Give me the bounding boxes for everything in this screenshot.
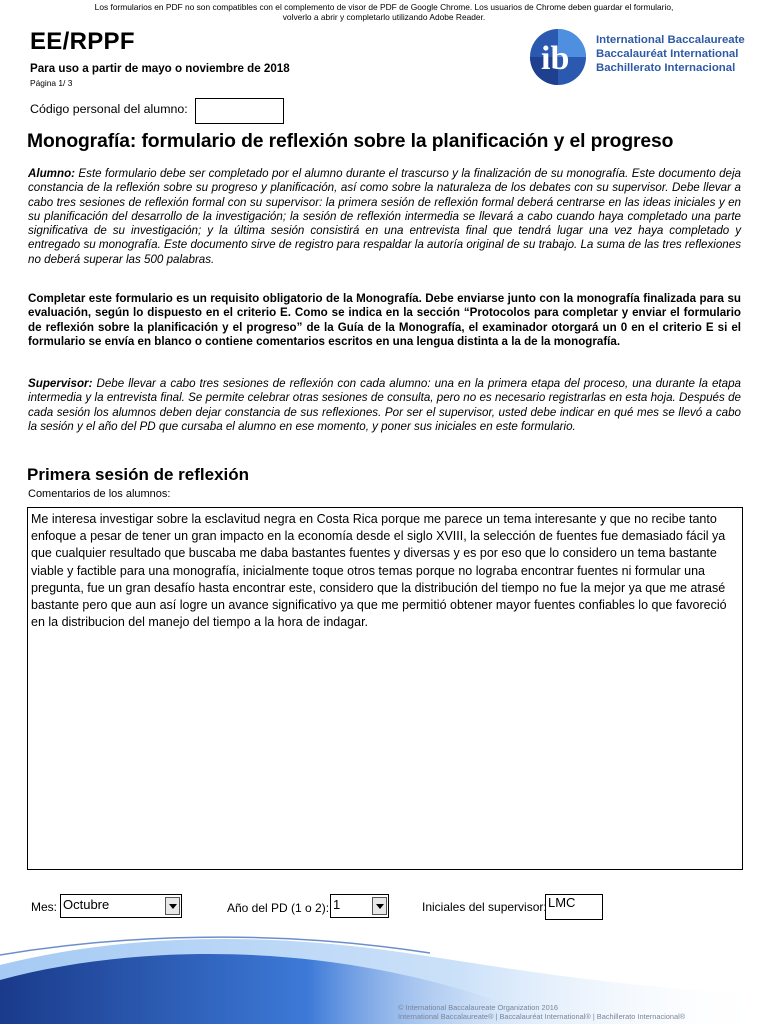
trademark-line: International Baccalaureate® | Baccalauréat International® | Bachillerato Internacional® [398, 1011, 686, 1021]
month-select[interactable] [60, 894, 182, 918]
page-number: Página 1/ 3 [30, 78, 73, 88]
comments-label: Comentarios de los alumnos: [28, 488, 171, 500]
chevron-down-icon[interactable] [372, 897, 387, 915]
student-instructions-text: Este formulario debe ser completado por el alumno durante el trascurso y la finalización de su monografía. Este documento deja constancia de la reflexión sobre su progreso y planificación, así como sobre la naturaleza de los debates con su supervisor. Debe llevar a cabo tres sesiones de reflexión formal con su supervisor: la primera sesión de reflexión formal deberá centrarse en las ideas iniciales y en su planificación del desarrollo de la investigación; la sesión de reflexión intermedia se llevará a cabo cuando haya completado una parte significativa de su investigación; y la última sesión consistirá en una entrevista final que tendrá lugar una vez haya completado y entregado su monografía. Este documento sirve de registro para respaldar la autoría original de su trabajo. La suma de las tres reflexiones no deberá superar las 500 palabras. [28, 167, 741, 266]
student-comments-field[interactable]: Me interesa investigar sobre la esclavitud negra en Costa Rica porque me parece un tema interesante y que no recibe tanto enfoque a pesar de tener un gran impacto en la economía desde el siglo XVIII, la selección de fuentes fue demasiado fácil ya que cualquier resultado que buscaba me daba bastantes fuentes y diversas y es por eso que lo considero un tema bastante viable y factible para una monografía, inicialmente toque otros temas porque no lograba encontrar fuentes ni formular una pregunta, fue un gran desafío hasta encontrar este, considero que la distribución del tiempo no fue la mejor ya que me atrasé bastante pero que aun así logre un avance significativo ya que me permitió obtener mayor fuentes confiables lo que favoreció en la distribucion del manejo del tiempo a la hora de indagar. [27, 507, 743, 870]
supervisor-lead: Supervisor: [28, 377, 93, 390]
chevron-down-icon[interactable] [165, 897, 180, 915]
student-code-label: Código personal del alumno: [30, 102, 188, 116]
copyright-line: © International Baccalaureate Organization 2016 [398, 1003, 558, 1012]
supervisor-instructions-text: Debe llevar a cabo tres sesiones de reflexión con cada alumno: una en la primera etapa del proceso, una durante la etapa intermedia y la entrevista final. Se permite celebrar otras sesiones de consulta, pero no es necesario registrarlas en esta hoja. Después de cada sesión los alumnos deben dejar constancia de sus reflexiones. Por ser el supervisor, usted debe indicar en qué mes se llevó a cabo la sesión y el año del PD que cursaba el alumno en ese momento, y poner sus iniciales en este formulario. [28, 377, 741, 433]
form-code: EE/RPPF [30, 28, 135, 55]
student-code-field[interactable] [195, 98, 284, 124]
ib-logo-icon [528, 26, 590, 88]
supervisor-initials-field[interactable]: LMC [545, 894, 603, 920]
year-value: 1 [333, 897, 341, 912]
year-select[interactable] [330, 894, 389, 918]
section-title: Primera sesión de reflexión [27, 465, 250, 484]
student-lead: Alumno: [28, 167, 76, 180]
ib-logo-text [596, 33, 745, 76]
logo-line-fr: Baccalauréat International [596, 48, 739, 61]
chrome-notice [0, 2, 768, 22]
page-title: Monografía: formulario de reflexión sobre la planificación y el progreso [27, 131, 674, 152]
supervisor-instructions [28, 377, 741, 434]
ib-logo-mark: ib [541, 40, 570, 77]
requirement-notice: Completar este formulario es un requisito obligatorio de la Monografía. Debe enviarse junto con la monografía finalizada para su evaluación, según lo dispuesto en el criterio E. Como se indica en la sección “Protocolos para completar y enviar el formulario de reflexión sobre la planificación y el progreso” de la Guía de la Monografía, el examinador otorgará un 0 en el criterio E si el formulario se envía en blanco o contiene comentarios escritos en una lengua distinta a la de la monografía. [28, 292, 741, 348]
month-label: Mes: [31, 900, 58, 914]
student-instructions [28, 167, 741, 267]
copyright-footer [398, 1004, 685, 1021]
logo-line-es: Bachillerato Internacional [596, 62, 736, 75]
chrome-notice-line-2: volverlo a abrir y completarlo utilizando Adobe Reader. [282, 12, 486, 22]
chrome-notice-line-1: Los formularios en PDF no son compatibles con el complemento de visor de PDF de Google Chrome. Los usuarios de Chrome deben guardar el formulario, [94, 2, 674, 12]
ib-logo [528, 26, 758, 88]
usage-note: Para uso a partir de mayo o noviembre de 2018 [30, 62, 290, 75]
initials-label: Iniciales del supervisor: [422, 900, 547, 914]
year-label: Año del PD (1 o 2): [227, 901, 330, 915]
month-value: Octubre [63, 897, 110, 912]
logo-line-en: International Baccalaureate [596, 34, 745, 46]
